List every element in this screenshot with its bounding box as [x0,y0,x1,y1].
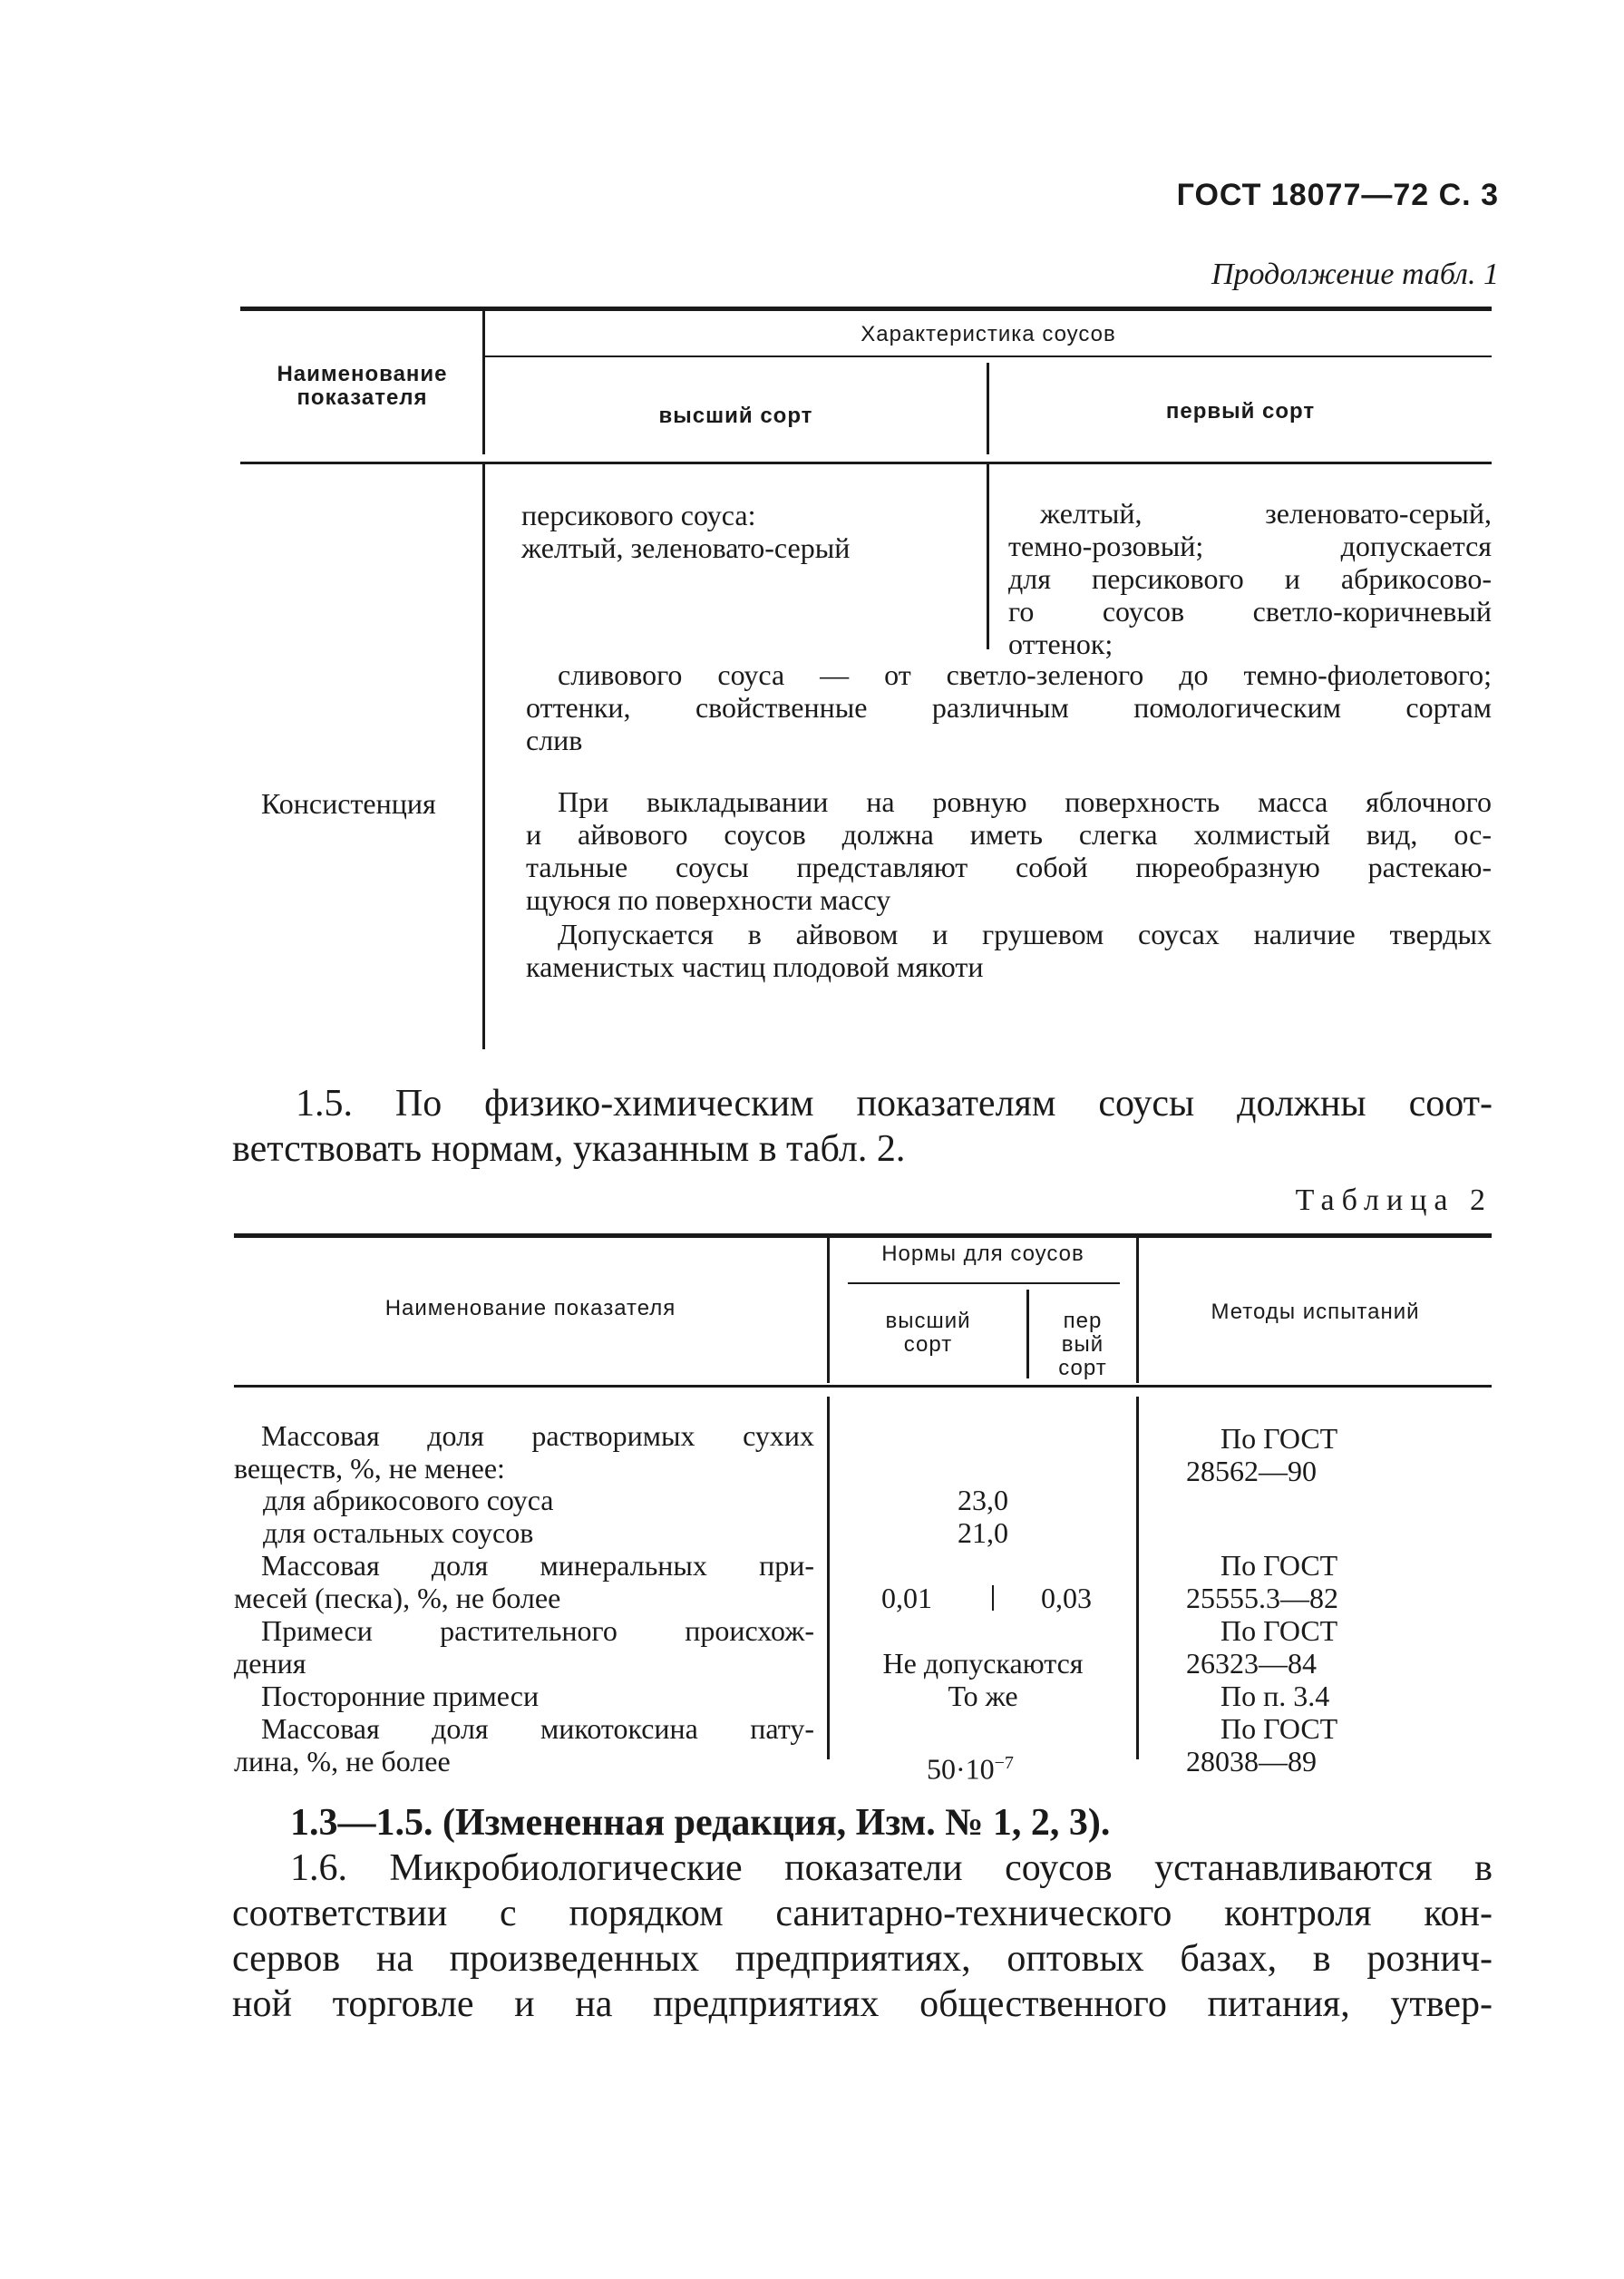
consistency-text: При выкладывании на ровную поверхность масса яблочного и айвового соусов должна иметь слегка холмистый вид, ос- тальные соусы представляют собой пюреобразную растекаю- щуюся по поверхности массу [526,785,1492,916]
allowed-particles-text: Допускается в айвовом и грушевом соусах наличие твердых каменистых частиц плодовой мякоти [526,918,1492,983]
peach-top-line-2: желтый, зеленовато-серый [521,531,851,564]
first-grade-colour-text: желтый, зеленовато-серый, темно-розовый; допускается для персикового и абрикосово- го соусов светло-коричневый оттенок; [1008,497,1492,660]
table1-body-grade-divider [987,464,989,649]
amendment-note: 1.3—1.5. (Измененная редакция, Изм. № 1, 2, 3). [290,1802,1111,1844]
table2-norms-subrule [848,1282,1120,1284]
table2-value-mineral-first: 0,03 [1041,1582,1092,1614]
paragraph-1-5: 1.5. По физико-химическим показателям соусы должны соот- ветствовать нормам, указанным в табл. 2. [232,1083,1493,1170]
table2-value-patulin: $50\cdot 10^{-7}$ [927,1752,1014,1786]
table2-col-first-grade: пер вый сорт [1058,1309,1107,1380]
table1-top-rule [240,307,1492,311]
table2-col-top-grade: высший сорт [885,1309,971,1357]
table2-method-plant-impurities: По ГОСТ 26323—84 [1186,1614,1338,1680]
plum-sauce-colour-text: сливового соуса — от светло-зеленого до темно-фиолетового; оттенки, свойственные различным помологическим сортам слив [526,658,1492,756]
table2-col-norms-header: Нормы для соусов [881,1242,1084,1266]
table2-value-plant-impurities: Не допускаются [882,1647,1084,1680]
table2-row-plant-impurities: Примеси растительного происхож- дения [234,1614,814,1680]
table2-row-dry-matter: Массовая доля растворимых сухих веществ, %, не менее: [234,1419,814,1485]
table2-caption: Таблица 2 [1295,1183,1493,1217]
table2-value-foreign-impurities: То же [948,1680,1018,1712]
table2-row-foreign-impurities: Посторонние примеси [261,1680,540,1712]
table2-value-separator [992,1585,994,1611]
table1-body-divider [482,464,485,1049]
table-continuation-label: Продолжение табл. 1 [1211,258,1499,291]
table2-row-patulin: Массовая доля микотоксина пату- лина, %, не более [234,1712,814,1777]
table1-col-name-header: Наименование показателя [277,362,448,410]
peach-top-line-1: персикового соуса: [521,499,756,531]
table2-value-other: 21,0 [958,1516,1008,1549]
document-header: ГОСТ 18077—72 С. 3 [1176,178,1499,212]
table2-method-dry-matter: По ГОСТ 28562—90 [1186,1422,1338,1487]
table1-subheader-rule [485,355,1492,357]
table1-col-first-grade: первый сорт [1165,399,1316,424]
table2-header-bottom-rule [234,1385,1492,1388]
table2-method-mineral: По ГОСТ 25555.3—82 [1186,1549,1338,1614]
table2-col-name-header: Наименование показателя [384,1296,676,1320]
table2-value-mineral-top: 0,01 [881,1582,932,1614]
table2-row-apricot: для абрикосового соуса [263,1484,554,1516]
table1-col-top-grade: высший сорт [658,404,813,428]
table2-row-other: для остальных соусов [263,1516,534,1549]
table2-method-patulin: По ГОСТ 28038—89 [1186,1712,1338,1777]
consistency-label: Консистенция [261,787,436,820]
table2-col-methods-header: Методы испытаний [1211,1300,1420,1324]
table2-value-apricot: 23,0 [958,1484,1008,1516]
paragraph-1-6: 1.6. Микробиологические показатели соусов устанавливаются в соответствии с порядком санитарно-технического контроля кон- сервов на произведенных предприятиях, оптовых базах, в рознич- ной торговле и на предприятиях общественного питания, утвер- [232,1847,1493,2025]
table1-col-group-header: Характеристика соусов [861,322,1116,346]
table2-top-rule [234,1233,1492,1238]
table2-row-mineral: Массовая доля минеральных при- месей (песка), %, не более [234,1549,814,1614]
table1-header-bottom-rule [240,462,1492,464]
table2-method-foreign-impurities: По п. 3.4 [1220,1680,1330,1712]
